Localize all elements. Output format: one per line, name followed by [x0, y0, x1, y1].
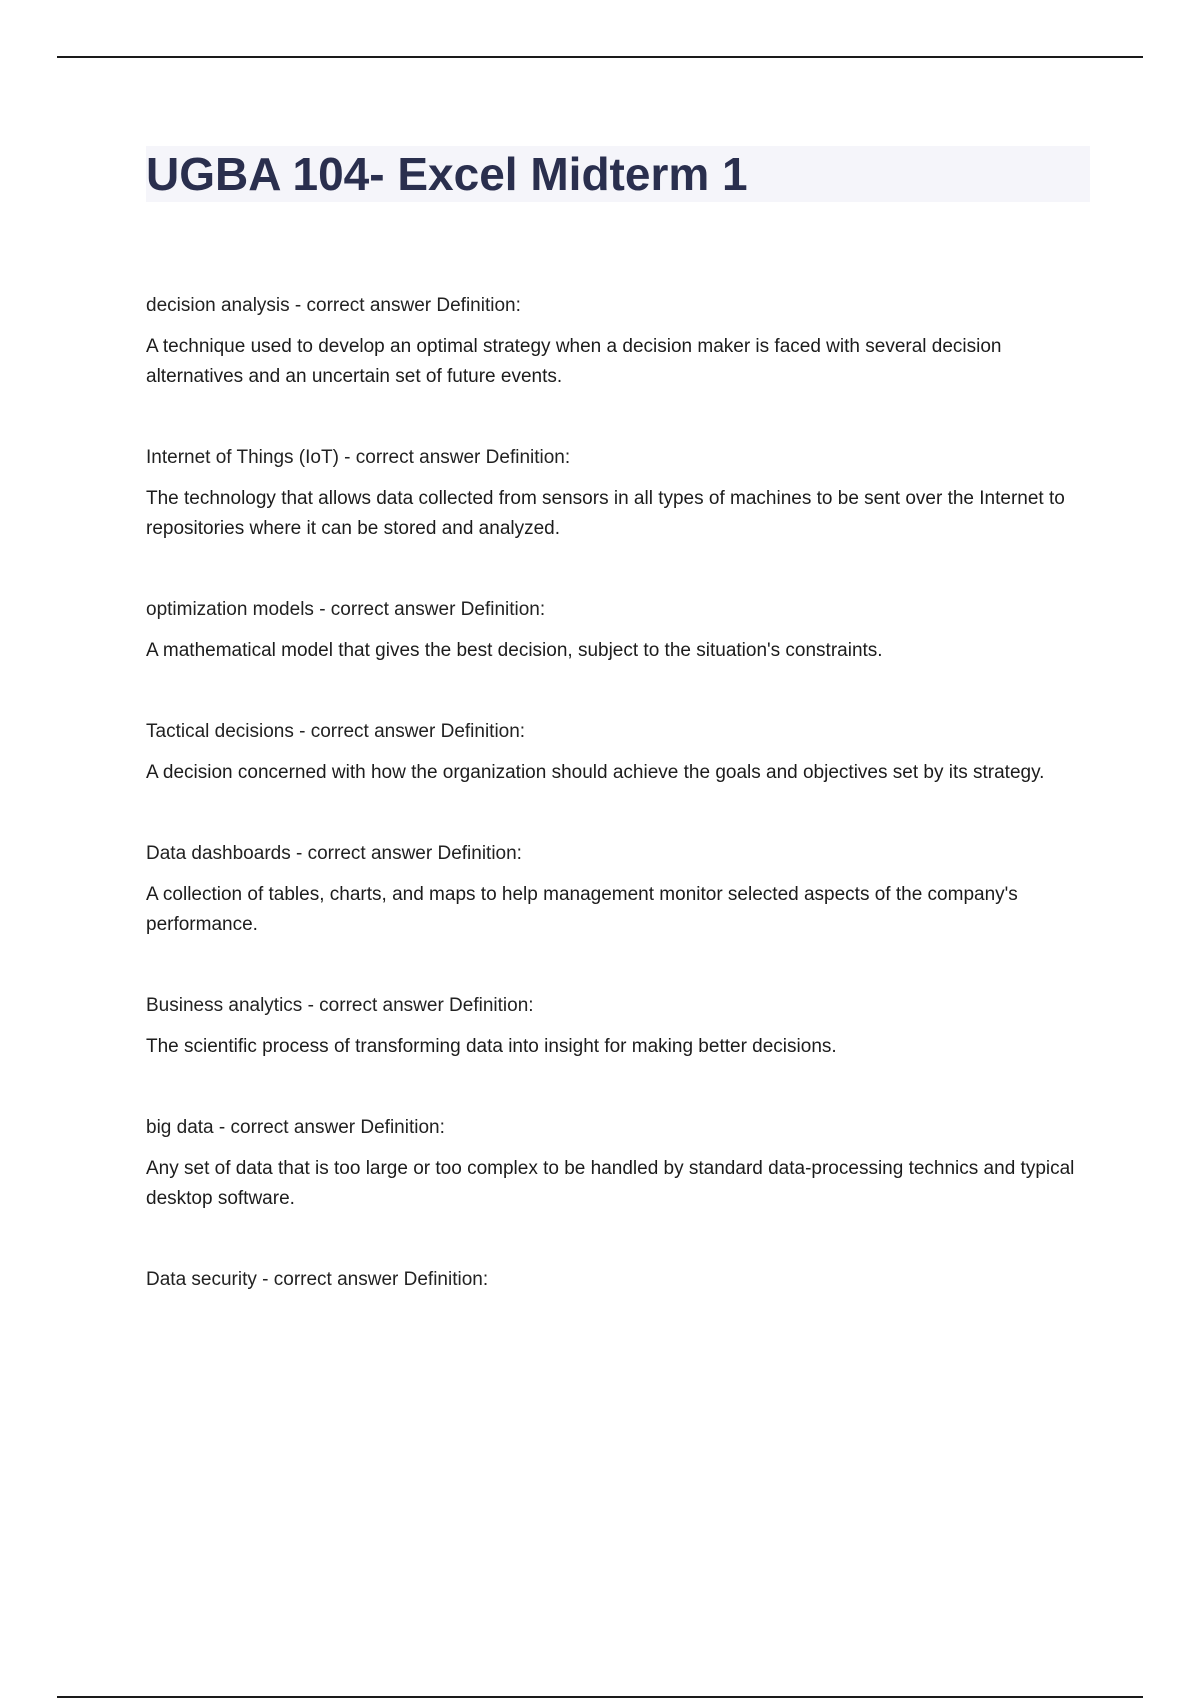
flashcard-entry [146, 838, 1096, 940]
definition-text: A decision concerned with how the organization should achieve the goals and objectives set by its strategy. [146, 762, 1045, 783]
term-label: big data - correct answer Definition: [146, 1117, 445, 1138]
flashcard-entry [146, 442, 1096, 544]
term-label: Internet of Things (IoT) - correct answer Definition: [146, 447, 571, 468]
page-title: UGBA 104- Excel Midterm 1 [146, 148, 748, 200]
flashcard-entry [146, 990, 1096, 1062]
top-divider [57, 56, 1143, 58]
flashcard-entry [146, 594, 1096, 666]
definition-text: The technology that allows data collected from sensors in all types of machines to be sent over the Internet to repositories where it can be stored and analyzed. [146, 488, 1065, 539]
term-label: Business analytics - correct answer Definition: [146, 995, 534, 1016]
flashcard-entry [146, 290, 1096, 392]
term-label: decision analysis - correct answer Definition: [146, 295, 521, 316]
flashcard-entry [146, 1264, 1096, 1296]
flashcard-entry [146, 716, 1096, 788]
bottom-divider [57, 1696, 1143, 1698]
term-label: optimization models - correct answer Definition: [146, 599, 546, 620]
definition-text: A technique used to develop an optimal strategy when a decision maker is faced with several decision alternatives and an uncertain set of future events. [146, 336, 1002, 387]
definition-text: Any set of data that is too large or too complex to be handled by standard data-processing technics and typical desktop software. [146, 1158, 1075, 1209]
term-label: Data security - correct answer Definition: [146, 1269, 489, 1290]
flashcard-entry [146, 1112, 1096, 1214]
definition-text: The scientific process of transforming data into insight for making better decisions. [146, 1036, 837, 1057]
term-label: Tactical decisions - correct answer Definition: [146, 721, 526, 742]
definition-text: A mathematical model that gives the best decision, subject to the situation's constraints. [146, 640, 883, 661]
definition-text: A collection of tables, charts, and maps to help management monitor selected aspects of the company's performance. [146, 884, 1018, 935]
flashcard-list [146, 290, 1096, 1346]
term-label: Data dashboards - correct answer Definition: [146, 843, 522, 864]
